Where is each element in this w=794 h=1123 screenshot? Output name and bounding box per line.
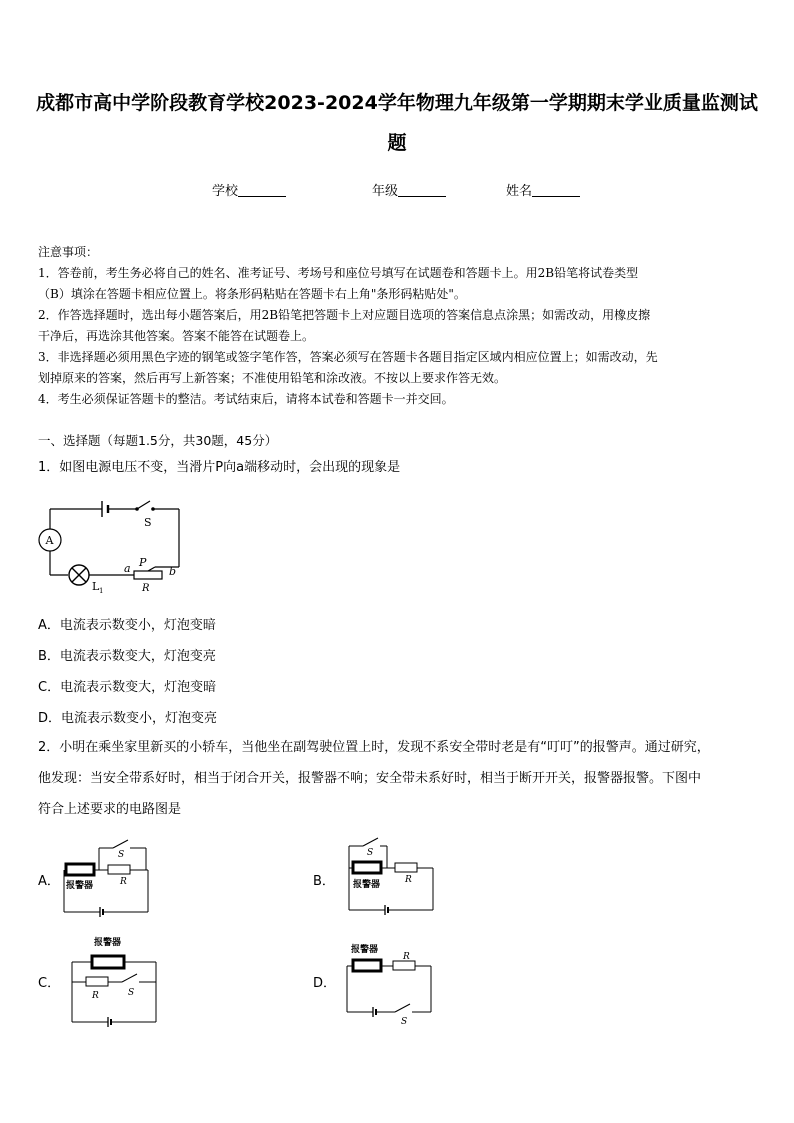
switch-blade	[113, 840, 128, 848]
notes-item: 划掉原来的答案，然后再写上新答案；不准使用铅笔和涂改液。不按以上要求作答无效。	[38, 371, 507, 385]
switch-label: S	[144, 516, 152, 529]
question-1-stem: 1．如图电源电压不变，当滑片P向a端移动时，会出现的现象是	[38, 460, 401, 475]
notes-heading: 注意事项：	[38, 245, 99, 259]
field-school-blank	[238, 183, 286, 197]
field-grade	[372, 180, 446, 199]
question-2-option-b-label[interactable]: B．	[313, 874, 335, 889]
resistor-label: R	[120, 877, 127, 887]
question-2-stem-line: 他发现：当安全带系好时，相当于闭合开关，报警器不响；安全带未系好时，相当于断开开关，报警器报警。下图中	[38, 771, 702, 786]
field-name	[506, 180, 580, 199]
switch-blade	[363, 838, 378, 846]
notes-item: 2．作答选择题时，选出每小题答案后，用2B铅笔把答题卡上对应题目选项的答案信息点涂黑；如需改动，用橡皮擦	[38, 308, 651, 322]
terminal-a-label: a	[124, 562, 131, 575]
question-2-stem	[38, 732, 760, 825]
question-2-option-b-circuit[interactable]	[343, 836, 443, 916]
notes-item: 3．非选择题必须用黑色字迹的钢笔或签字笔作答，答案必须写在答题卡各题目指定区域内相应位置上；如需改动，先	[38, 350, 658, 364]
field-name-blank	[532, 183, 580, 197]
terminal-b-label: b	[169, 565, 177, 578]
rheostat	[134, 571, 162, 579]
slider-p-label: P	[139, 556, 147, 569]
resistor	[108, 865, 130, 874]
question-2-option-c-label[interactable]: C．	[38, 976, 61, 991]
switch-blade	[395, 1004, 410, 1012]
alarm	[66, 864, 94, 875]
question-2-stem-line: 2．小明在乘坐家里新买的小轿车，当他坐在副驾驶位置上时，发现不系安全带时老是有“叮叮”的报警声。通过研究，	[38, 740, 710, 755]
question-2-option-d-circuit[interactable]	[341, 938, 441, 1024]
notes-item: 1．答卷前，考生务必将自己的姓名、准考证号、考场号和座位号填写在试题卷和答题卡上。用2B铅笔将试卷类型	[38, 266, 639, 280]
question-2-option-d-label[interactable]: D．	[313, 976, 337, 991]
resistor-label: R	[92, 991, 99, 1001]
alarm	[353, 862, 381, 873]
question-1-circuit-figure	[36, 495, 196, 600]
field-grade-blank	[398, 183, 446, 197]
alarm-label: 报警器	[94, 938, 122, 948]
question-2-option-a-circuit[interactable]	[58, 838, 158, 918]
alarm	[92, 956, 124, 968]
switch-label: S	[401, 1017, 408, 1024]
notes-item: （B）填涂在答题卡相应位置上。将条形码粘贴在答题卡右上角"条形码粘贴处"。	[38, 287, 466, 301]
notes-item: 干净后，再选涂其他答案。答案不能答在试题卷上。	[38, 329, 315, 343]
switch-label: S	[118, 850, 125, 860]
alarm-label: 报警器	[351, 945, 379, 955]
page-title: 成都市高中学阶段教育学校2023-2024学年物理九年级第一学期期末学业质量监测试	[36, 92, 758, 114]
question-2-option-c-circuit[interactable]	[66, 934, 166, 1030]
exam-notes	[38, 242, 760, 410]
rheostat-label: R	[142, 583, 150, 594]
ammeter-label: A	[45, 534, 54, 547]
resistor	[393, 961, 415, 970]
field-school	[212, 180, 286, 199]
field-school-label: 学校	[212, 184, 239, 199]
resistor-label: R	[405, 875, 412, 885]
student-info-fields	[0, 180, 794, 200]
field-name-label: 姓名	[506, 184, 533, 199]
switch-blade	[122, 974, 137, 982]
question-1-option-b[interactable]: B．电流表示数变大，灯泡变亮	[38, 649, 216, 664]
question-2-option-a-label[interactable]: A．	[38, 874, 60, 889]
question-2-stem-line: 符合上述要求的电路图是	[38, 802, 182, 817]
resistor-label: R	[403, 952, 410, 962]
alarm	[353, 960, 381, 971]
lamp-label: L	[92, 580, 100, 593]
alarm-label: 报警器	[353, 880, 381, 890]
resistor	[395, 863, 417, 872]
lamp-label-subscript: 1	[99, 587, 104, 595]
page-title-continuation: 题	[387, 132, 407, 154]
field-grade-label: 年级	[372, 184, 399, 199]
alarm-label: 报警器	[66, 881, 94, 891]
question-1-option-c[interactable]: C．电流表示数变大，灯泡变暗	[38, 680, 217, 695]
switch-label: S	[128, 988, 135, 998]
question-1-option-d[interactable]: D．电流表示数变小，灯泡变亮	[38, 711, 218, 726]
notes-item: 4．考生必须保证答题卡的整洁。考试结束后，请将本试卷和答题卡一并交回。	[38, 392, 454, 406]
section-heading: 一、选择题（每题1.5分，共30题，45分）	[38, 433, 278, 448]
question-1-option-a[interactable]: A．电流表示数变小，灯泡变暗	[38, 618, 216, 633]
switch-blade	[137, 501, 150, 509]
switch-label: S	[367, 848, 374, 858]
resistor	[86, 977, 108, 986]
